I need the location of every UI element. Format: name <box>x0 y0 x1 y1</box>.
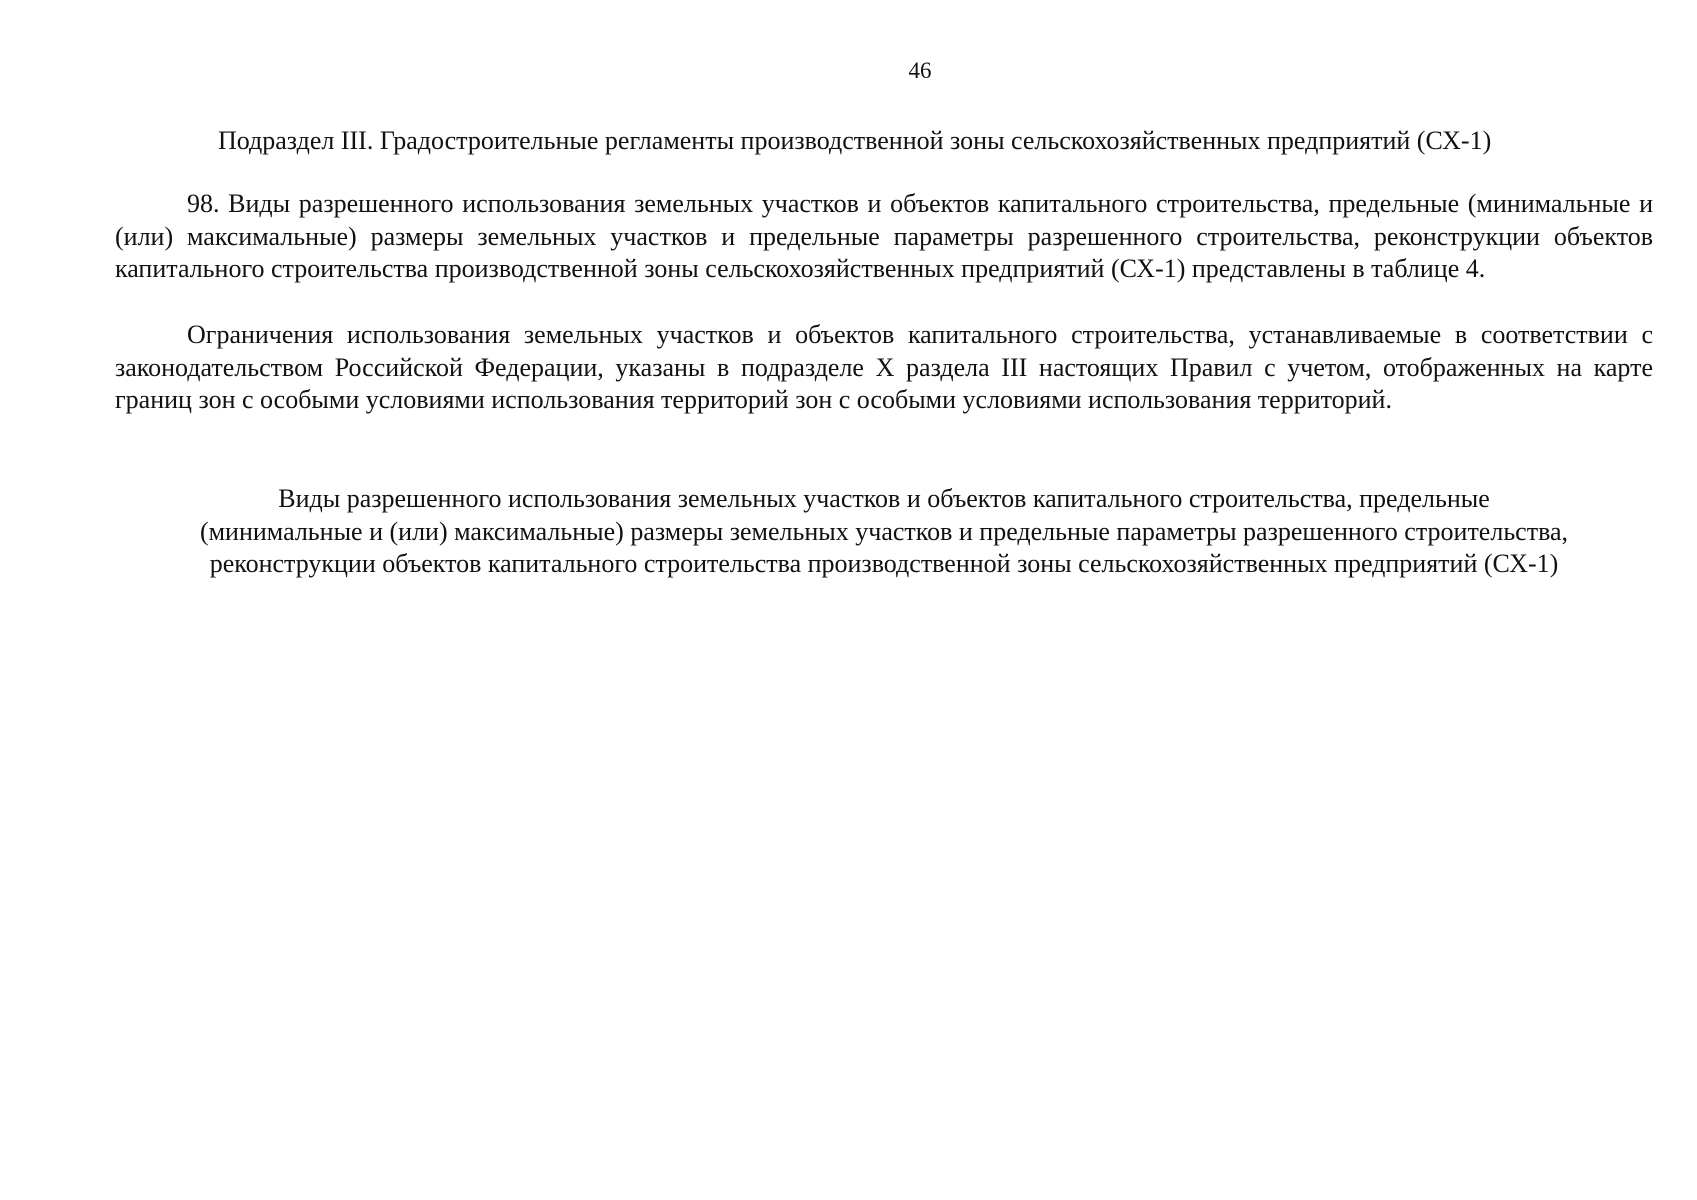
page-number: 46 <box>908 58 932 83</box>
table-caption <box>115 483 1653 581</box>
paragraph-restrictions: Ограничения использования земельных участков и объектов капитального строительства, устанавливаемые в соответствии с законодательством Российской Федерации, указаны в подразделе X раздела III настоящих Правил с учетом, отображенных на карте границ зон с особыми условиями использования территорий зон с особыми условиями использования территорий. <box>115 320 1653 414</box>
table-caption-line-3: реконструкции объектов капитального строительства производственной зоны сельскохозяйственных предприятий (СХ-1) <box>209 549 1559 578</box>
paragraph-98: 98. Виды разрешенного использования земельных участков и объектов капитального строительства, предельные (минимальные и (или) максимальные) размеры земельных участков и предельные параметры разрешенного строительства, реконструкции объектов капитального строительства производственной зоны сельскохозяйственных предприятий (СХ-1) представлены в таблице 4. <box>115 189 1653 283</box>
table-caption-line-1: Виды разрешенного использования земельных участков и объектов капитального строительства, предельные <box>278 484 1490 513</box>
table-caption-line-2: (минимальные и (или) максимальные) размеры земельных участков и предельные параметры разрешенного строительства, <box>199 516 1569 546</box>
subsection-heading: Подраздел III. Градостроительные регламенты производственной зоны сельскохозяйственных предприятий (СХ-1) <box>218 126 1492 155</box>
